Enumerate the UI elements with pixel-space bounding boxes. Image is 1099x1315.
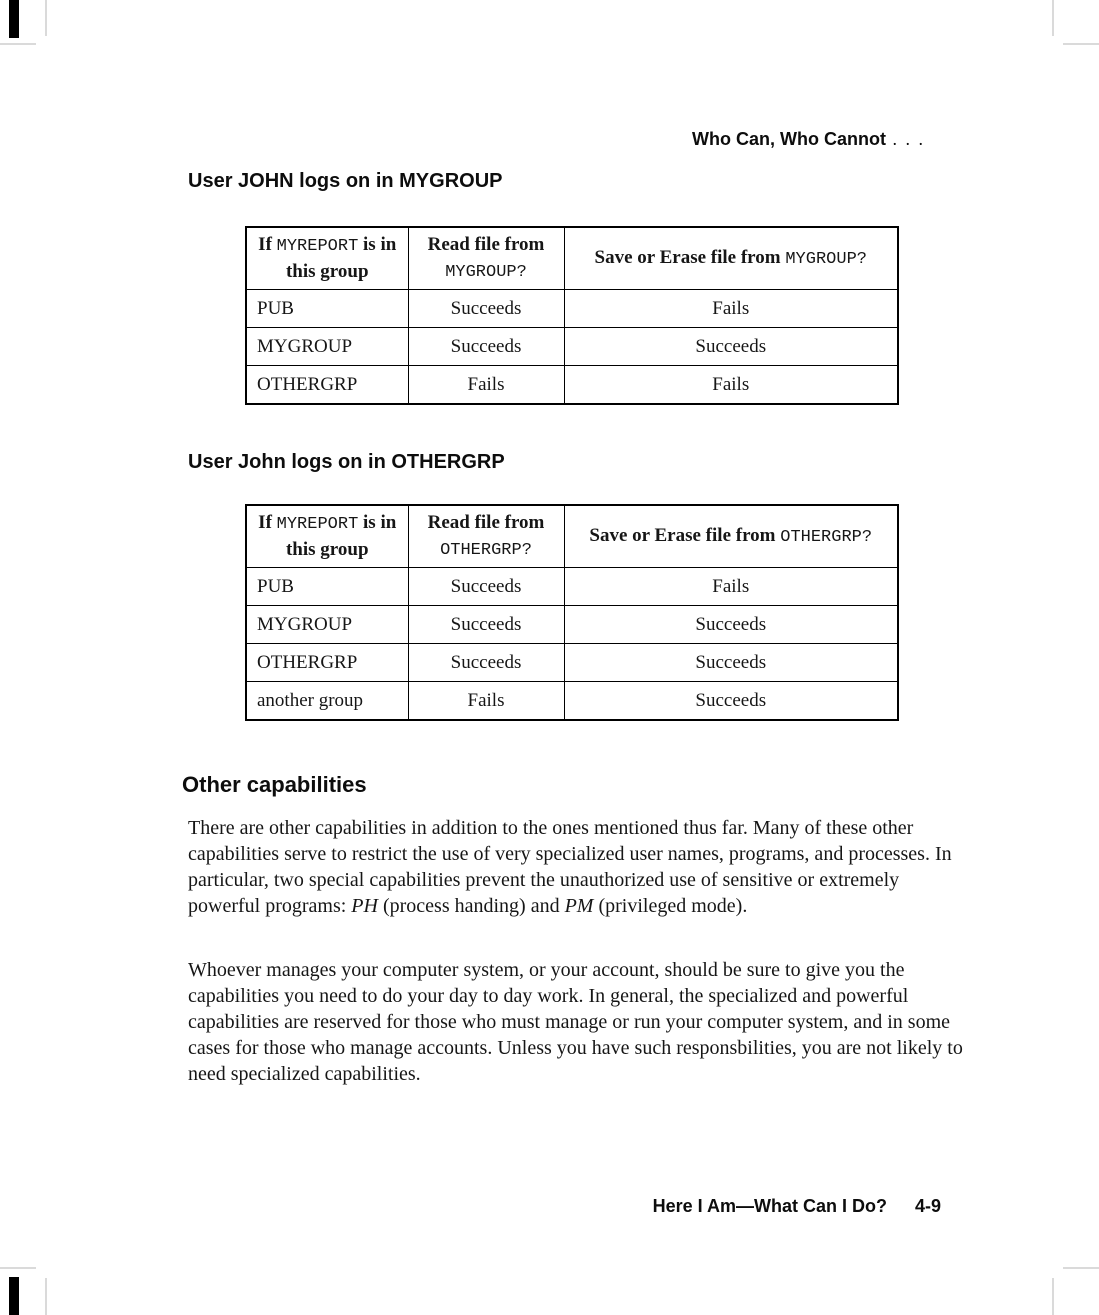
code-mygroup: MYGROUP? xyxy=(785,250,867,270)
cell-read: Succeeds xyxy=(408,606,564,644)
cell-group: PUB xyxy=(246,290,408,328)
table-row xyxy=(246,682,898,721)
col-header-save-erase: Save or Erase file from MYGROUP? xyxy=(564,227,898,290)
crop-mark-bottom-right-h xyxy=(1063,1267,1099,1269)
access-table-othergrp xyxy=(245,504,899,721)
code-mygroup: MYGROUP? xyxy=(445,262,527,282)
paragraph-capabilities-management: Whoever manages your computer system, or your account, should be sure to give you the capabilities you need to do your day to day work. In general, the specialized and powerful capabilities are reserved for those who must manage or run your computer system, and in some cases for those who manage accounts. Unless you have such responsbilities, you are not likely to need specialized capabilities. xyxy=(188,959,963,1085)
italic-ph: PH xyxy=(351,895,378,917)
table-row xyxy=(246,290,898,328)
code-myreport: MYREPORT xyxy=(276,237,359,257)
cell-group: MYGROUP xyxy=(246,606,408,644)
table-row xyxy=(246,366,898,405)
cell-save: Succeeds xyxy=(564,328,898,366)
crop-mark-bottom-left-h xyxy=(0,1267,36,1269)
cell-save: Fails xyxy=(564,290,898,328)
cell-read: Succeeds xyxy=(408,328,564,366)
page-number: 4-9 xyxy=(914,1196,941,1216)
code-myreport: MYREPORT xyxy=(276,515,359,535)
crop-mark-bottom-left-v xyxy=(45,1278,47,1315)
code-othergrp: OTHERGRP? xyxy=(780,528,873,548)
cell-group: MYGROUP xyxy=(246,328,408,366)
col-header-group: If MYREPORT is in this group xyxy=(246,505,408,568)
access-table-mygroup xyxy=(245,226,899,405)
cell-save: Succeeds xyxy=(564,644,898,682)
cell-save: Succeeds xyxy=(564,682,898,721)
col-header-read: Read file from MYGROUP? xyxy=(408,227,564,290)
running-header-title: Who Can, Who Cannot xyxy=(692,129,886,149)
paragraph-capabilities-intro: There are other capabilities in addition to the ones mentioned thus far. Many of these other capabilities serve to restrict the use of very specialized user names, programs, and processes. In particular, two special capabilities prevent the unauthorized use of sensitive or extremely powerful programs: PH (process handing) and PM (privileged mode). xyxy=(188,817,952,917)
cell-save: Succeeds xyxy=(564,606,898,644)
bleed-tab-bottom xyxy=(9,1277,19,1315)
table-header-row xyxy=(246,505,898,568)
crop-mark-top-right-v xyxy=(1052,0,1054,36)
cell-group: another group xyxy=(246,682,408,721)
cell-group: PUB xyxy=(246,568,408,606)
table-row xyxy=(246,644,898,682)
cell-group: OTHERGRP xyxy=(246,366,408,405)
page-footer xyxy=(653,1196,941,1217)
crop-mark-bottom-right-v xyxy=(1052,1278,1054,1315)
cell-read: Succeeds xyxy=(408,644,564,682)
cell-save: Fails xyxy=(564,366,898,405)
table-row xyxy=(246,568,898,606)
cell-read: Fails xyxy=(408,682,564,721)
bleed-tab-top xyxy=(9,0,19,38)
cell-save: Fails xyxy=(564,568,898,606)
cell-read: Fails xyxy=(408,366,564,405)
heading-user-john-mygroup: User JOHN logs on in MYGROUP xyxy=(188,170,503,192)
col-header-save-erase: Save or Erase file from OTHERGRP? xyxy=(564,505,898,568)
heading-user-john-othergrp: User John logs on in OTHERGRP xyxy=(188,451,505,473)
table-row xyxy=(246,606,898,644)
running-header xyxy=(692,129,925,150)
table-header-row xyxy=(246,227,898,290)
table-row xyxy=(246,328,898,366)
crop-mark-top-left-v xyxy=(45,0,47,36)
col-header-read: Read file from OTHERGRP? xyxy=(408,505,564,568)
crop-mark-top-right-h xyxy=(1063,43,1099,45)
code-othergrp: OTHERGRP? xyxy=(440,540,532,560)
cell-read: Succeeds xyxy=(408,568,564,606)
cell-group: OTHERGRP xyxy=(246,644,408,682)
cell-read: Succeeds xyxy=(408,290,564,328)
col-header-group: If MYREPORT is in this group xyxy=(246,227,408,290)
running-header-dots: . . . xyxy=(886,129,925,149)
heading-other-capabilities: Other capabilities xyxy=(182,772,367,797)
footer-title: Here I Am—What Can I Do? xyxy=(652,1196,887,1216)
italic-pm: PM xyxy=(564,895,594,917)
crop-mark-top-left-h xyxy=(0,43,36,45)
